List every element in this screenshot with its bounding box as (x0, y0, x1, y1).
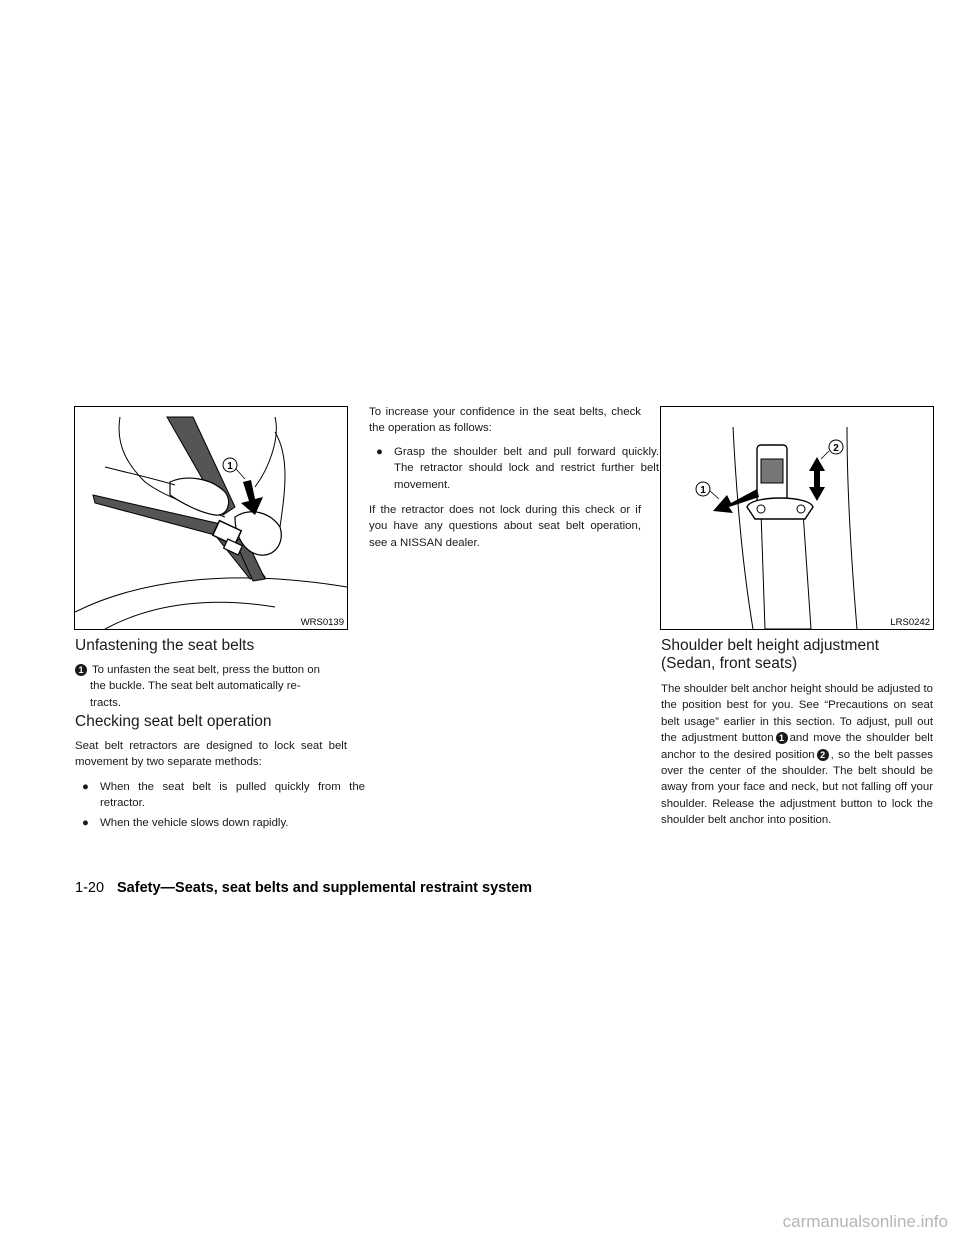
unfastening-item-line-1 (75, 662, 347, 678)
unfastening-item-line-2: the buckle. The seat belt automatically re- (90, 680, 301, 693)
callout-number: 1 (227, 461, 233, 472)
heading-shoulder-2: (Sedan, front seats) (661, 655, 798, 672)
confidence-bullet-text: Grasp the shoulder belt and pull forward quickly. The retractor should lock and restrict further belt movement. (394, 446, 659, 491)
callout-marker: 1 (75, 664, 87, 676)
callout-number-2: 2 (833, 443, 839, 454)
figure-shoulder-adjust (660, 406, 934, 630)
figure-code: WRS0139 (300, 617, 344, 628)
checking-bullet-1-text: When the seat belt is pulled quickly from the retractor. (100, 781, 365, 810)
shoulder-anchor-illustration (661, 407, 933, 629)
shoulder-text (661, 681, 933, 829)
shoulder-text-b: and move the shoulder belt anchor to the desired position (661, 732, 933, 761)
section-title: Safety—Seats, seat belts and supplemental restraint system (117, 880, 533, 896)
heading-checking: Checking seat belt operation (75, 713, 272, 730)
checking-intro: Seat belt retractors are designed to lock seat belt movement by two separate methods: (75, 740, 347, 769)
confidence-bullet (376, 444, 659, 493)
callout-marker-2: 2 (817, 749, 829, 761)
confidence-note: If the retractor does not lock during this check or if you have any questions about seat belt operation, see a NISSAN dealer. (369, 504, 641, 549)
callout-marker-1: 1 (776, 732, 788, 744)
shoulder-text-c: , so the belt passes over the center of the shoulder. The belt should be away from your face and neck, but not falling off your shoulder. Release the adjustment button to lock the shoulder belt anchor into position. (661, 748, 933, 827)
checking-bullet-1 (82, 779, 365, 812)
bullet-icon: ● (82, 817, 89, 829)
heading-unfastening: Unfastening the seat belts (75, 637, 255, 654)
unfastening-item-text-1: To unfasten the seat belt, press the button on (91, 664, 320, 676)
unfastening-item (75, 662, 347, 711)
unfastening-item-line-3: tracts. (90, 696, 122, 709)
shoulder-text-a: The shoulder belt anchor height should be adjusted to the position best for you. See “Precautions on seat belt usage” earlier in this section. To adjust, pull out the adjustment button (661, 683, 933, 745)
heading-shoulder-1: Shoulder belt height adjustment (661, 637, 880, 654)
checking-bullet-2-text: When the vehicle slows down rapidly. (100, 817, 289, 829)
page-number: 1-20 (75, 880, 105, 896)
figure-unfastening (74, 406, 348, 630)
figure-code: LRS0242 (890, 617, 930, 628)
watermark[interactable]: carmanualsonline.info (782, 1212, 948, 1231)
callout-number-1: 1 (700, 485, 706, 496)
confidence-intro: To increase your confidence in the seat belts, check the operation as follows: (369, 406, 641, 435)
buckle-illustration (75, 407, 347, 629)
bullet-icon: ● (376, 446, 383, 458)
checking-bullet-2 (82, 815, 365, 831)
bullet-icon: ● (82, 781, 89, 793)
